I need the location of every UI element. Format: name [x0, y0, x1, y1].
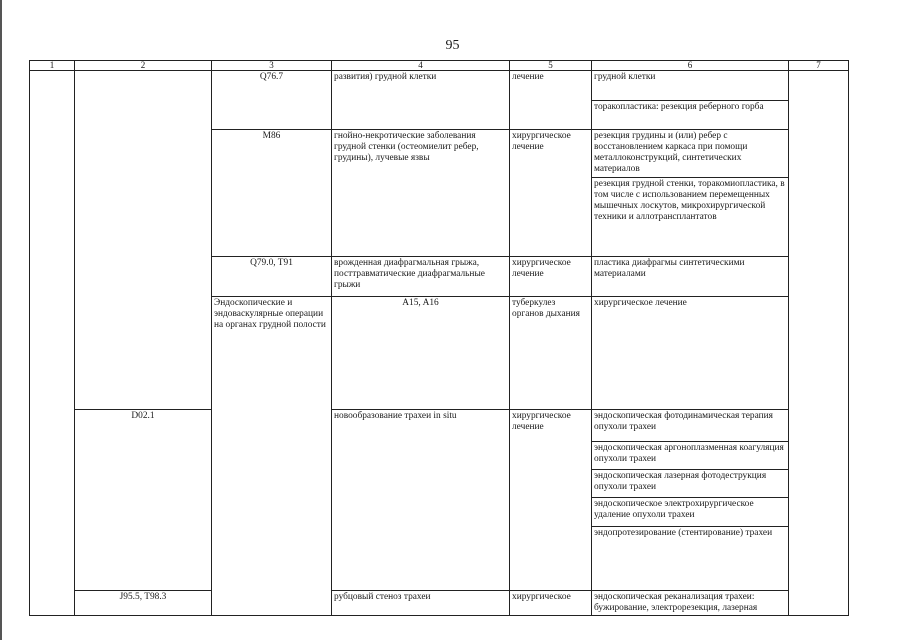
col-header-4: 4: [332, 61, 510, 71]
page-number: 95: [445, 38, 460, 53]
col-header-3: 3: [212, 61, 332, 71]
method-cell: торакопластика: резекция реберного горба: [592, 101, 789, 130]
treatment-cell: хирургическое лечение: [510, 130, 592, 257]
col-header-5: 5: [510, 61, 592, 71]
disease-cell: развития) грудной клетки: [332, 71, 510, 130]
disease-cell: врожденная диафрагмальная грыжа, посттравматические диафрагмальные грыжи: [332, 257, 510, 297]
disease-cell: новообразование трахеи in situ: [332, 410, 510, 591]
code-cell: D02.1: [75, 410, 212, 591]
method-cell: эндоскопическая реканализация трахеи: бужирование, электрорезекция, лазерная: [592, 591, 789, 616]
treatment-cell: хирургическое лечение: [592, 297, 789, 410]
procedures-table: [29, 60, 849, 616]
code-cell: Q79.0, T91: [212, 257, 332, 297]
code-cell: J95.5, T98.3: [75, 591, 212, 616]
col-header-6: 6: [592, 61, 789, 71]
method-cell: эндоскопическая фотодинамическая терапия опухоли трахеи: [592, 410, 789, 442]
disease-cell: туберкулез органов дыхания: [510, 297, 592, 410]
col-header-2: 2: [75, 61, 212, 71]
table-row: [30, 410, 849, 442]
disease-cell: гнойно-некротические заболевания грудной стенки (остеомиелит ребер, грудины), лучевые язвы: [332, 130, 510, 257]
col-header-7: 7: [789, 61, 849, 71]
code-cell: Q76.7: [212, 71, 332, 130]
method-cell: резекция грудной стенки, торакомиопластика, в том числе с использованием перемещенных мышечных лоскутов, микрохирургической техники и аллотрансплантатов: [592, 178, 789, 257]
code-cell: A15, A16: [332, 297, 510, 410]
col-header-1: 1: [30, 61, 75, 71]
treatment-cell: лечение: [510, 71, 592, 130]
treatment-cell: хирургическое лечение: [510, 257, 592, 297]
method-cell: эндоскопическое электрохирургическое удаление опухоли трахеи: [592, 498, 789, 527]
method-cell: эндоскопическая аргоноплазменная коагуляция опухоли трахеи: [592, 442, 789, 470]
method-cell: эндоскопическая лазерная фотодеструкция опухоли трахеи: [592, 470, 789, 498]
method-cell-empty: [592, 555, 789, 591]
treatment-cell: хирургическое: [510, 591, 592, 616]
method-cell: резекция грудины и (или) ребер с восстановлением каркаса при помощи металлоконструкций, синтетических материалов: [592, 130, 789, 178]
table-row: [30, 71, 849, 101]
table-row: [30, 591, 849, 616]
method-cell: грудной клетки: [592, 71, 789, 101]
disease-cell: рубцовый стеноз трахеи: [332, 591, 510, 616]
method-cell: эндопротезирование (стентирование) трахеи: [592, 527, 789, 555]
group-cell: Эндоскопические и эндоваскулярные операции на органах грудной полости: [212, 297, 332, 616]
column-number-row: [30, 61, 849, 71]
method-cell: пластика диафрагмы синтетическими материалами: [592, 257, 789, 297]
code-cell: M86: [212, 130, 332, 257]
scan-left-edge: [0, 0, 2, 640]
treatment-cell: хирургическое лечение: [510, 410, 592, 591]
col1-cell: [30, 71, 75, 616]
group-cell-empty: [75, 71, 212, 410]
col7-cell: [789, 71, 849, 616]
